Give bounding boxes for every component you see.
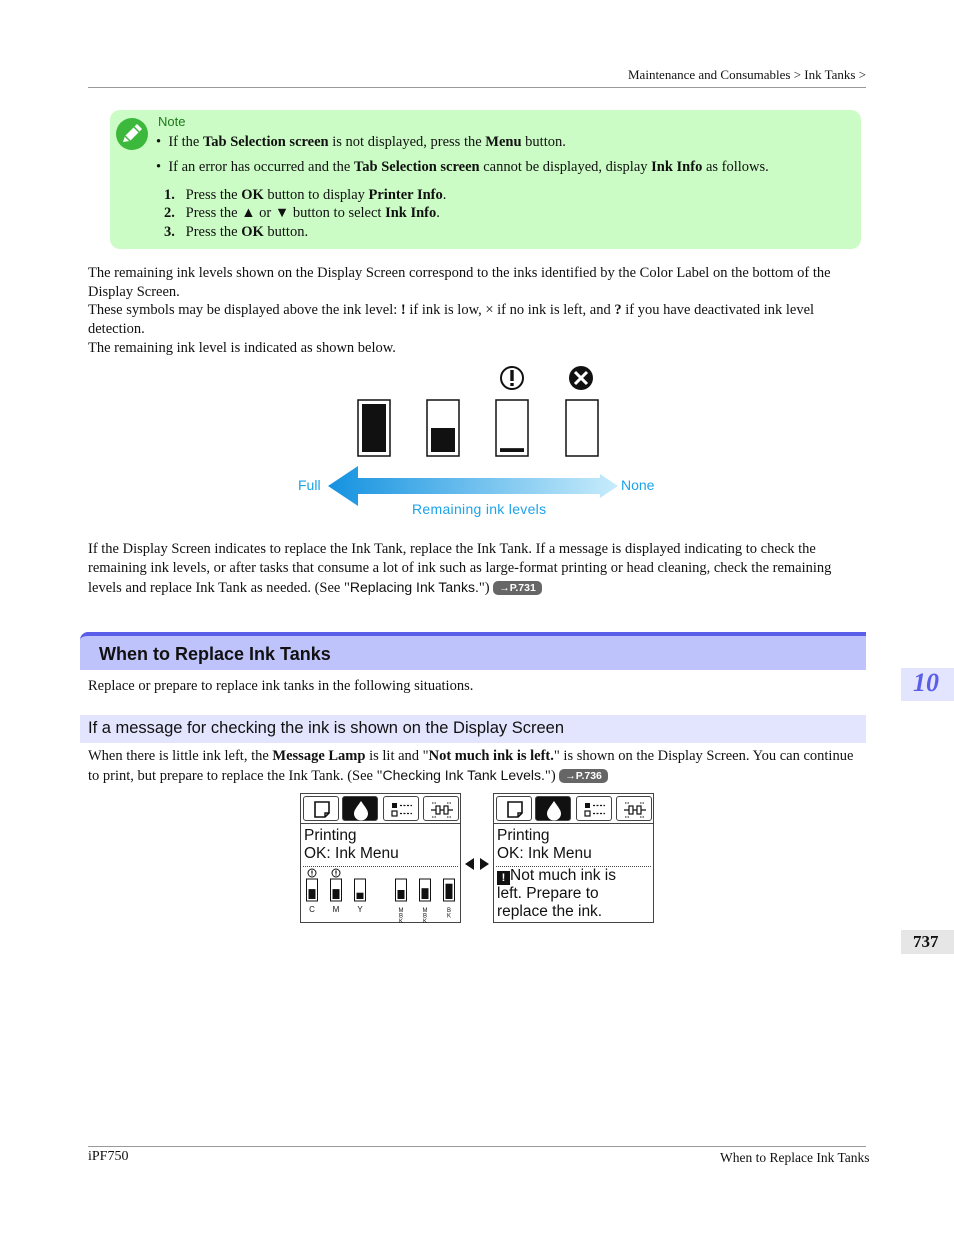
ink-label: B	[446, 908, 452, 914]
section-heading-box	[80, 632, 866, 670]
intro-paragraph-3: The remaining ink level is indicated as shown below.	[88, 340, 396, 356]
section-heading: When to Replace Ink Tanks	[99, 644, 331, 664]
ink-fill	[500, 448, 524, 452]
ink-empty-x-icon	[569, 366, 593, 390]
tab-paper[interactable]	[496, 796, 532, 821]
panel-tabs	[301, 794, 460, 824]
level-arrow	[328, 466, 618, 506]
note-step-1: 1. Press the OK button to display Printer Info.	[164, 187, 447, 203]
ink-label: M	[332, 905, 340, 914]
note-bullet-1: • If the Tab Selection screen is not displayed, press the Menu button.	[156, 134, 566, 150]
label-full: Full	[298, 477, 321, 493]
ink-bar-fill	[422, 888, 429, 899]
tab-ink[interactable]	[342, 796, 378, 821]
subsection-paragraph: When there is little ink left, the Message Lamp is lit and "Not much ink is left." is shown on the Display Screen. You can continue to print, but prepare to replace the Ink Tank. (See "Checking Ink Tank Levels.") →P.736	[88, 748, 854, 784]
tab-settings[interactable]	[423, 796, 459, 821]
note-step-3: 3. Press the OK button.	[164, 224, 309, 240]
header-rule	[88, 87, 866, 88]
display-panel-message	[493, 793, 654, 923]
note-title: Note	[158, 114, 186, 129]
page-ref-731[interactable]: →P.731	[493, 581, 542, 595]
ink-tank-level-1	[358, 400, 390, 456]
intro-paragraph-2: These symbols may be displayed above the ink level: ! if ink is low, × if no ink is left, and ? if you have deactivated ink level detection.	[88, 302, 815, 337]
tab-ink[interactable]	[535, 796, 571, 821]
tab-settings[interactable]	[616, 796, 652, 821]
label-none: None	[621, 477, 655, 493]
tab-job[interactable]	[576, 796, 612, 821]
ink-bar-fill	[398, 890, 405, 899]
ink-drop-icon	[536, 797, 572, 822]
ink-tank-level-4	[566, 400, 598, 456]
ink-bar-bk	[444, 879, 455, 920]
note-box	[110, 110, 861, 249]
paper-icon	[304, 797, 340, 822]
paper-icon	[497, 797, 533, 822]
chapter-tab[interactable]: 10	[901, 668, 954, 701]
ink-bar-m	[331, 869, 342, 914]
ink-drop-icon	[343, 797, 379, 822]
ink-bar-y	[355, 879, 366, 914]
ink-bar-c	[307, 869, 318, 914]
section-intro: Replace or prepare to replace ink tanks in the following situations.	[88, 678, 474, 694]
ink-label: M	[398, 908, 404, 914]
job-list-icon	[384, 797, 420, 822]
ink-low-warning-icon	[308, 869, 316, 877]
panel-right-message-line-3: replace the ink.	[497, 903, 603, 920]
panel-right-message-line-2: left. Prepare to	[497, 885, 599, 902]
subsection-heading-box	[80, 715, 866, 743]
ink-fill	[431, 428, 455, 452]
panel-tabs	[494, 794, 653, 824]
panel-right-ok-hint: OK: Ink Menu	[497, 845, 592, 862]
settings-icon	[424, 797, 460, 822]
pencil-icon	[114, 116, 150, 152]
footer-rule	[88, 1146, 866, 1147]
panel-right-message-line-1: ! Not much ink is	[497, 867, 616, 885]
checking-ink-tank-levels-link[interactable]: Checking Ink Tank Levels.	[382, 766, 545, 783]
breadcrumb: Maintenance and Consumables > Ink Tanks >	[628, 67, 867, 82]
message-warning-icon: !	[497, 871, 510, 885]
ink-tank-level-3	[496, 400, 528, 456]
page-ref-736[interactable]: →P.736	[559, 769, 608, 783]
note-step-2: 2. Press the ▲ or ▼ button to select Ink Info.	[164, 205, 440, 221]
ink-bar-fill	[446, 884, 453, 899]
page-number-box	[901, 930, 954, 954]
ink-bar-fill	[333, 889, 340, 899]
ink-label: M	[422, 908, 428, 914]
ink-level-bars	[301, 867, 460, 923]
replacing-ink-tanks-link[interactable]: Replacing Ink Tanks.	[349, 578, 479, 595]
left-right-arrows-icon	[465, 858, 489, 870]
ink-bar-fill	[357, 893, 364, 899]
job-list-icon	[577, 797, 613, 822]
ink-low-warning-icon	[501, 367, 523, 389]
note-bullet-2: • If an error has occurred and the Tab Selection screen cannot be displayed, display Ink Info as follows.	[156, 159, 769, 175]
intro-paragraph-1: The remaining ink levels shown on the Display Screen correspond to the inks identified by the Color Label on the bottom of the Display Screen.	[88, 265, 831, 300]
replace-paragraph: If the Display Screen indicates to replace the Ink Tank, replace the Ink Tank. If a message is displayed indicating to check the remaining ink levels, or after tasks that consume a lot of ink such as large-format printing or head cleaning, check the remaining levels and replace Ink Tank as needed. (See "Replacing Ink Tanks.") →P.731	[88, 541, 832, 596]
ink-bar-mbk	[420, 879, 431, 923]
ink-label: C	[309, 905, 315, 914]
ink-label: B	[422, 913, 428, 920]
ink-label: B	[398, 913, 404, 920]
subsection-heading: If a message for checking the ink is shown on the Display Screen	[88, 719, 564, 737]
settings-icon	[617, 797, 653, 822]
ink-bar-mbk	[396, 879, 407, 923]
panel-left-status: Printing	[304, 827, 357, 844]
label-remaining-ink-levels: Remaining ink levels	[412, 501, 547, 517]
ink-label: Y	[357, 905, 363, 914]
ink-low-warning-icon	[332, 869, 340, 877]
tab-job[interactable]	[383, 796, 419, 821]
ink-tank-level-2	[427, 400, 459, 456]
ink-bar-fill	[309, 889, 316, 899]
page-number: 737	[913, 932, 939, 951]
ink-fill	[362, 404, 386, 452]
footer-model: iPF750	[88, 1149, 129, 1164]
tab-paper[interactable]	[303, 796, 339, 821]
panel-left-ok-hint: OK: Ink Menu	[304, 845, 399, 862]
panel-right-status: Printing	[497, 827, 550, 844]
ink-label: K	[398, 919, 404, 923]
ink-label: K	[422, 919, 428, 923]
ink-label: K	[446, 913, 452, 920]
footer-section-title: When to Replace Ink Tanks	[720, 1150, 870, 1165]
display-panel-ink-levels	[300, 793, 461, 923]
